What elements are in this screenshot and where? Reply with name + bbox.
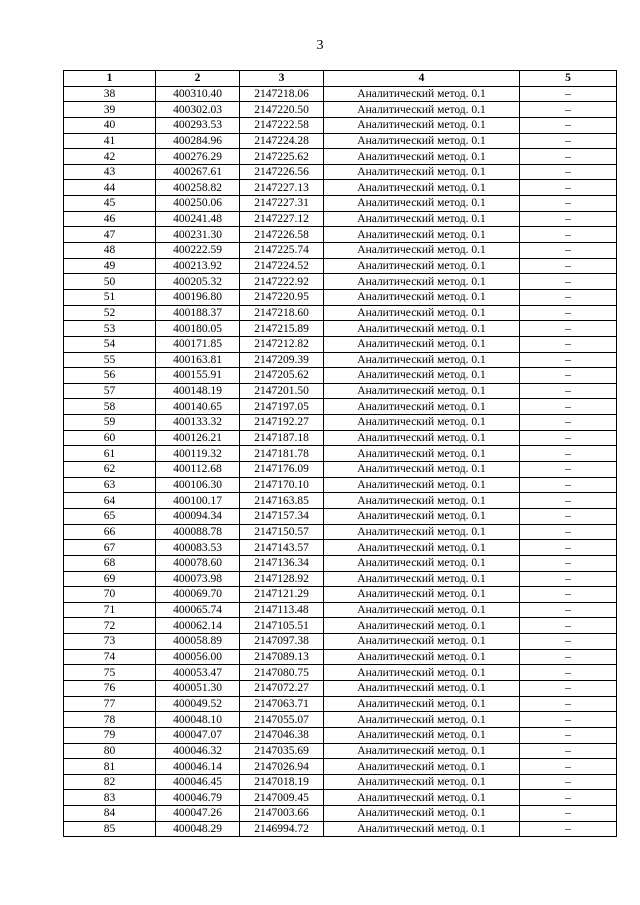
method-cell: Аналитический метод. 0.1 (324, 102, 520, 118)
method-cell: Аналитический метод. 0.1 (324, 446, 520, 462)
method-cell: Аналитический метод. 0.1 (324, 790, 520, 806)
x-coordinate-cell: 400293.53 (156, 117, 240, 133)
y-coordinate-cell: 2147227.31 (240, 196, 324, 212)
table-row (64, 430, 617, 446)
note-cell: – (520, 352, 617, 368)
point-number-cell: 74 (64, 649, 156, 665)
point-number-cell: 42 (64, 149, 156, 165)
y-coordinate-cell: 2147192.27 (240, 415, 324, 431)
method-cell: Аналитический метод. 0.1 (324, 352, 520, 368)
method-cell: Аналитический метод. 0.1 (324, 133, 520, 149)
note-cell: – (520, 790, 617, 806)
note-cell: – (520, 196, 617, 212)
x-coordinate-cell: 400112.68 (156, 462, 240, 478)
x-coordinate-cell: 400046.32 (156, 743, 240, 759)
x-coordinate-cell: 400047.07 (156, 727, 240, 743)
y-coordinate-cell: 2147220.95 (240, 289, 324, 305)
x-coordinate-cell: 400171.85 (156, 336, 240, 352)
y-coordinate-cell: 2147220.50 (240, 102, 324, 118)
column-header: 4 (324, 71, 520, 87)
method-cell: Аналитический метод. 0.1 (324, 540, 520, 556)
point-number-cell: 54 (64, 336, 156, 352)
note-cell: – (520, 289, 617, 305)
point-number-cell: 81 (64, 759, 156, 775)
note-cell: – (520, 305, 617, 321)
x-coordinate-cell: 400258.82 (156, 180, 240, 196)
note-cell: – (520, 462, 617, 478)
y-coordinate-cell: 2147197.05 (240, 399, 324, 415)
method-cell: Аналитический метод. 0.1 (324, 164, 520, 180)
method-cell: Аналитический метод. 0.1 (324, 321, 520, 337)
point-number-cell: 79 (64, 727, 156, 743)
column-header: 1 (64, 71, 156, 87)
x-coordinate-cell: 400046.79 (156, 790, 240, 806)
method-cell: Аналитический метод. 0.1 (324, 618, 520, 634)
x-coordinate-cell: 400267.61 (156, 164, 240, 180)
y-coordinate-cell: 2147026.94 (240, 759, 324, 775)
y-coordinate-cell: 2147218.60 (240, 305, 324, 321)
y-coordinate-cell: 2147121.29 (240, 587, 324, 603)
x-coordinate-cell: 400205.32 (156, 274, 240, 290)
table-row (64, 133, 617, 149)
point-number-cell: 45 (64, 196, 156, 212)
point-number-cell: 63 (64, 477, 156, 493)
x-coordinate-cell: 400069.70 (156, 587, 240, 603)
y-coordinate-cell: 2147063.71 (240, 696, 324, 712)
y-coordinate-cell: 2147209.39 (240, 352, 324, 368)
note-cell: – (520, 743, 617, 759)
page-number: 3 (316, 38, 324, 53)
note-cell: – (520, 774, 617, 790)
note-cell: – (520, 243, 617, 259)
y-coordinate-cell: 2147080.75 (240, 665, 324, 681)
table-row (64, 774, 617, 790)
point-number-cell: 55 (64, 352, 156, 368)
point-number-cell: 64 (64, 493, 156, 509)
method-cell: Аналитический метод. 0.1 (324, 743, 520, 759)
x-coordinate-cell: 400119.32 (156, 446, 240, 462)
method-cell: Аналитический метод. 0.1 (324, 305, 520, 321)
note-cell: – (520, 415, 617, 431)
method-cell: Аналитический метод. 0.1 (324, 649, 520, 665)
x-coordinate-cell: 400073.98 (156, 571, 240, 587)
x-coordinate-cell: 400231.30 (156, 227, 240, 243)
note-cell: – (520, 383, 617, 399)
point-number-cell: 82 (64, 774, 156, 790)
point-number-cell: 85 (64, 821, 156, 837)
y-coordinate-cell: 2147212.82 (240, 336, 324, 352)
method-cell: Аналитический метод. 0.1 (324, 571, 520, 587)
y-coordinate-cell: 2147222.58 (240, 117, 324, 133)
x-coordinate-cell: 400302.03 (156, 102, 240, 118)
note-cell: – (520, 274, 617, 290)
note-cell: – (520, 555, 617, 571)
note-cell: – (520, 368, 617, 384)
point-number-cell: 83 (64, 790, 156, 806)
column-header: 2 (156, 71, 240, 87)
table-row (64, 383, 617, 399)
y-coordinate-cell: 2147222.92 (240, 274, 324, 290)
x-coordinate-cell: 400250.06 (156, 196, 240, 212)
point-number-cell: 76 (64, 680, 156, 696)
note-cell: – (520, 149, 617, 165)
point-number-cell: 53 (64, 321, 156, 337)
method-cell: Аналитический метод. 0.1 (324, 243, 520, 259)
x-coordinate-cell: 400046.45 (156, 774, 240, 790)
x-coordinate-cell: 400047.26 (156, 806, 240, 822)
method-cell: Аналитический метод. 0.1 (324, 665, 520, 681)
table-body (64, 86, 617, 837)
point-number-cell: 38 (64, 86, 156, 102)
note-cell: – (520, 133, 617, 149)
x-coordinate-cell: 400083.53 (156, 540, 240, 556)
y-coordinate-cell: 2147018.19 (240, 774, 324, 790)
point-number-cell: 78 (64, 712, 156, 728)
x-coordinate-cell: 400051.30 (156, 680, 240, 696)
note-cell: – (520, 759, 617, 775)
point-number-cell: 48 (64, 243, 156, 259)
table-row (64, 117, 617, 133)
method-cell: Аналитический метод. 0.1 (324, 117, 520, 133)
note-cell: – (520, 649, 617, 665)
y-coordinate-cell: 2147046.38 (240, 727, 324, 743)
y-coordinate-cell: 2147224.52 (240, 258, 324, 274)
point-number-cell: 57 (64, 383, 156, 399)
note-cell: – (520, 540, 617, 556)
point-number-cell: 52 (64, 305, 156, 321)
method-cell: Аналитический метод. 0.1 (324, 774, 520, 790)
table-row (64, 571, 617, 587)
point-number-cell: 71 (64, 602, 156, 618)
note-cell: – (520, 211, 617, 227)
y-coordinate-cell: 2147227.13 (240, 180, 324, 196)
method-cell: Аналитический метод. 0.1 (324, 696, 520, 712)
point-number-cell: 43 (64, 164, 156, 180)
x-coordinate-cell: 400088.78 (156, 524, 240, 540)
point-number-cell: 44 (64, 180, 156, 196)
point-number-cell: 61 (64, 446, 156, 462)
x-coordinate-cell: 400180.05 (156, 321, 240, 337)
point-number-cell: 67 (64, 540, 156, 556)
point-number-cell: 72 (64, 618, 156, 634)
y-coordinate-cell: 2147227.12 (240, 211, 324, 227)
method-cell: Аналитический метод. 0.1 (324, 196, 520, 212)
note-cell: – (520, 430, 617, 446)
table-row (64, 759, 617, 775)
table-row (64, 821, 617, 837)
point-number-cell: 62 (64, 462, 156, 478)
table-row (64, 649, 617, 665)
table-row (64, 227, 617, 243)
y-coordinate-cell: 2147157.34 (240, 508, 324, 524)
table-row (64, 446, 617, 462)
method-cell: Аналитический метод. 0.1 (324, 493, 520, 509)
method-cell: Аналитический метод. 0.1 (324, 759, 520, 775)
x-coordinate-cell: 400053.47 (156, 665, 240, 681)
table-row (64, 336, 617, 352)
note-cell: – (520, 634, 617, 650)
method-cell: Аналитический метод. 0.1 (324, 821, 520, 837)
point-number-cell: 39 (64, 102, 156, 118)
table-row (64, 211, 617, 227)
y-coordinate-cell: 2147205.62 (240, 368, 324, 384)
x-coordinate-cell: 400049.52 (156, 696, 240, 712)
y-coordinate-cell: 2147181.78 (240, 446, 324, 462)
method-cell: Аналитический метод. 0.1 (324, 274, 520, 290)
note-cell: – (520, 727, 617, 743)
note-cell: – (520, 321, 617, 337)
table-row (64, 524, 617, 540)
x-coordinate-cell: 400196.80 (156, 289, 240, 305)
note-cell: – (520, 180, 617, 196)
x-coordinate-cell: 400188.37 (156, 305, 240, 321)
y-coordinate-cell: 2146994.72 (240, 821, 324, 837)
table-row (64, 712, 617, 728)
note-cell: – (520, 446, 617, 462)
method-cell: Аналитический метод. 0.1 (324, 727, 520, 743)
y-coordinate-cell: 2147097.38 (240, 634, 324, 650)
table-row (64, 289, 617, 305)
point-number-cell: 77 (64, 696, 156, 712)
method-cell: Аналитический метод. 0.1 (324, 555, 520, 571)
note-cell: – (520, 602, 617, 618)
method-cell: Аналитический метод. 0.1 (324, 227, 520, 243)
x-coordinate-cell: 400241.48 (156, 211, 240, 227)
point-number-cell: 80 (64, 743, 156, 759)
y-coordinate-cell: 2147176.09 (240, 462, 324, 478)
note-cell: – (520, 524, 617, 540)
note-cell: – (520, 821, 617, 837)
method-cell: Аналитический метод. 0.1 (324, 634, 520, 650)
note-cell: – (520, 806, 617, 822)
note-cell: – (520, 227, 617, 243)
y-coordinate-cell: 2147201.50 (240, 383, 324, 399)
method-cell: Аналитический метод. 0.1 (324, 477, 520, 493)
note-cell: – (520, 399, 617, 415)
coordinates-table (63, 70, 617, 837)
point-number-cell: 66 (64, 524, 156, 540)
method-cell: Аналитический метод. 0.1 (324, 587, 520, 603)
table-row (64, 665, 617, 681)
table-row (64, 680, 617, 696)
y-coordinate-cell: 2147009.45 (240, 790, 324, 806)
table-row (64, 806, 617, 822)
table-row (64, 86, 617, 102)
point-number-cell: 46 (64, 211, 156, 227)
point-number-cell: 69 (64, 571, 156, 587)
point-number-cell: 41 (64, 133, 156, 149)
table-row (64, 399, 617, 415)
x-coordinate-cell: 400148.19 (156, 383, 240, 399)
table-row (64, 352, 617, 368)
table-row (64, 258, 617, 274)
y-coordinate-cell: 2147218.06 (240, 86, 324, 102)
method-cell: Аналитический метод. 0.1 (324, 336, 520, 352)
x-coordinate-cell: 400310.40 (156, 86, 240, 102)
table-header-row (64, 71, 617, 87)
x-coordinate-cell: 400133.32 (156, 415, 240, 431)
x-coordinate-cell: 400048.29 (156, 821, 240, 837)
table-row (64, 368, 617, 384)
y-coordinate-cell: 2147055.07 (240, 712, 324, 728)
table-row (64, 196, 617, 212)
method-cell: Аналитический метод. 0.1 (324, 399, 520, 415)
note-cell: – (520, 508, 617, 524)
table-row (64, 180, 617, 196)
table-row (64, 602, 617, 618)
column-header: 5 (520, 71, 617, 87)
point-number-cell: 59 (64, 415, 156, 431)
table-row (64, 555, 617, 571)
note-cell: – (520, 336, 617, 352)
note-cell: – (520, 86, 617, 102)
note-cell: – (520, 164, 617, 180)
x-coordinate-cell: 400140.65 (156, 399, 240, 415)
x-coordinate-cell: 400106.30 (156, 477, 240, 493)
table-row (64, 696, 617, 712)
point-number-cell: 50 (64, 274, 156, 290)
x-coordinate-cell: 400056.00 (156, 649, 240, 665)
method-cell: Аналитический метод. 0.1 (324, 712, 520, 728)
table-row (64, 493, 617, 509)
x-coordinate-cell: 400213.92 (156, 258, 240, 274)
table-row (64, 462, 617, 478)
x-coordinate-cell: 400078.60 (156, 555, 240, 571)
note-cell: – (520, 117, 617, 133)
note-cell: – (520, 696, 617, 712)
y-coordinate-cell: 2147136.34 (240, 555, 324, 571)
table-row (64, 149, 617, 165)
point-number-cell: 84 (64, 806, 156, 822)
y-coordinate-cell: 2147170.10 (240, 477, 324, 493)
x-coordinate-cell: 400284.96 (156, 133, 240, 149)
table-row (64, 243, 617, 259)
method-cell: Аналитический метод. 0.1 (324, 806, 520, 822)
y-coordinate-cell: 2147143.57 (240, 540, 324, 556)
point-number-cell: 51 (64, 289, 156, 305)
y-coordinate-cell: 2147113.48 (240, 602, 324, 618)
method-cell: Аналитический метод. 0.1 (324, 180, 520, 196)
y-coordinate-cell: 2147072.27 (240, 680, 324, 696)
y-coordinate-cell: 2147224.28 (240, 133, 324, 149)
method-cell: Аналитический метод. 0.1 (324, 289, 520, 305)
table-row (64, 164, 617, 180)
x-coordinate-cell: 400100.17 (156, 493, 240, 509)
y-coordinate-cell: 2147163.85 (240, 493, 324, 509)
point-number-cell: 40 (64, 117, 156, 133)
y-coordinate-cell: 2147187.18 (240, 430, 324, 446)
x-coordinate-cell: 400126.21 (156, 430, 240, 446)
point-number-cell: 65 (64, 508, 156, 524)
table-row (64, 321, 617, 337)
y-coordinate-cell: 2147035.69 (240, 743, 324, 759)
y-coordinate-cell: 2147225.74 (240, 243, 324, 259)
x-coordinate-cell: 400222.59 (156, 243, 240, 259)
method-cell: Аналитический метод. 0.1 (324, 430, 520, 446)
x-coordinate-cell: 400094.34 (156, 508, 240, 524)
point-number-cell: 49 (64, 258, 156, 274)
x-coordinate-cell: 400163.81 (156, 352, 240, 368)
y-coordinate-cell: 2147128.92 (240, 571, 324, 587)
table-row (64, 305, 617, 321)
x-coordinate-cell: 400062.14 (156, 618, 240, 634)
y-coordinate-cell: 2147003.66 (240, 806, 324, 822)
y-coordinate-cell: 2147226.58 (240, 227, 324, 243)
note-cell: – (520, 587, 617, 603)
table-row (64, 477, 617, 493)
table-row (64, 727, 617, 743)
table-row (64, 102, 617, 118)
x-coordinate-cell: 400155.91 (156, 368, 240, 384)
point-number-cell: 60 (64, 430, 156, 446)
method-cell: Аналитический метод. 0.1 (324, 680, 520, 696)
table-row (64, 508, 617, 524)
y-coordinate-cell: 2147150.57 (240, 524, 324, 540)
note-cell: – (520, 258, 617, 274)
x-coordinate-cell: 400276.29 (156, 149, 240, 165)
method-cell: Аналитический метод. 0.1 (324, 86, 520, 102)
point-number-cell: 58 (64, 399, 156, 415)
note-cell: – (520, 665, 617, 681)
note-cell: – (520, 680, 617, 696)
y-coordinate-cell: 2147225.62 (240, 149, 324, 165)
table-row (64, 274, 617, 290)
point-number-cell: 70 (64, 587, 156, 603)
point-number-cell: 47 (64, 227, 156, 243)
y-coordinate-cell: 2147215.89 (240, 321, 324, 337)
note-cell: – (520, 712, 617, 728)
note-cell: – (520, 477, 617, 493)
point-number-cell: 68 (64, 555, 156, 571)
method-cell: Аналитический метод. 0.1 (324, 149, 520, 165)
y-coordinate-cell: 2147226.56 (240, 164, 324, 180)
table-row (64, 634, 617, 650)
method-cell: Аналитический метод. 0.1 (324, 383, 520, 399)
method-cell: Аналитический метод. 0.1 (324, 462, 520, 478)
note-cell: – (520, 102, 617, 118)
point-number-cell: 73 (64, 634, 156, 650)
x-coordinate-cell: 400046.14 (156, 759, 240, 775)
note-cell: – (520, 571, 617, 587)
method-cell: Аналитический метод. 0.1 (324, 258, 520, 274)
y-coordinate-cell: 2147105.51 (240, 618, 324, 634)
method-cell: Аналитический метод. 0.1 (324, 508, 520, 524)
x-coordinate-cell: 400065.74 (156, 602, 240, 618)
method-cell: Аналитический метод. 0.1 (324, 211, 520, 227)
y-coordinate-cell: 2147089.13 (240, 649, 324, 665)
table-row (64, 587, 617, 603)
method-cell: Аналитический метод. 0.1 (324, 415, 520, 431)
method-cell: Аналитический метод. 0.1 (324, 524, 520, 540)
method-cell: Аналитический метод. 0.1 (324, 602, 520, 618)
table-row (64, 618, 617, 634)
table-row (64, 415, 617, 431)
table-row (64, 743, 617, 759)
method-cell: Аналитический метод. 0.1 (324, 368, 520, 384)
column-header: 3 (240, 71, 324, 87)
x-coordinate-cell: 400058.89 (156, 634, 240, 650)
note-cell: – (520, 618, 617, 634)
point-number-cell: 75 (64, 665, 156, 681)
table-row (64, 790, 617, 806)
table-row (64, 540, 617, 556)
point-number-cell: 56 (64, 368, 156, 384)
x-coordinate-cell: 400048.10 (156, 712, 240, 728)
note-cell: – (520, 493, 617, 509)
